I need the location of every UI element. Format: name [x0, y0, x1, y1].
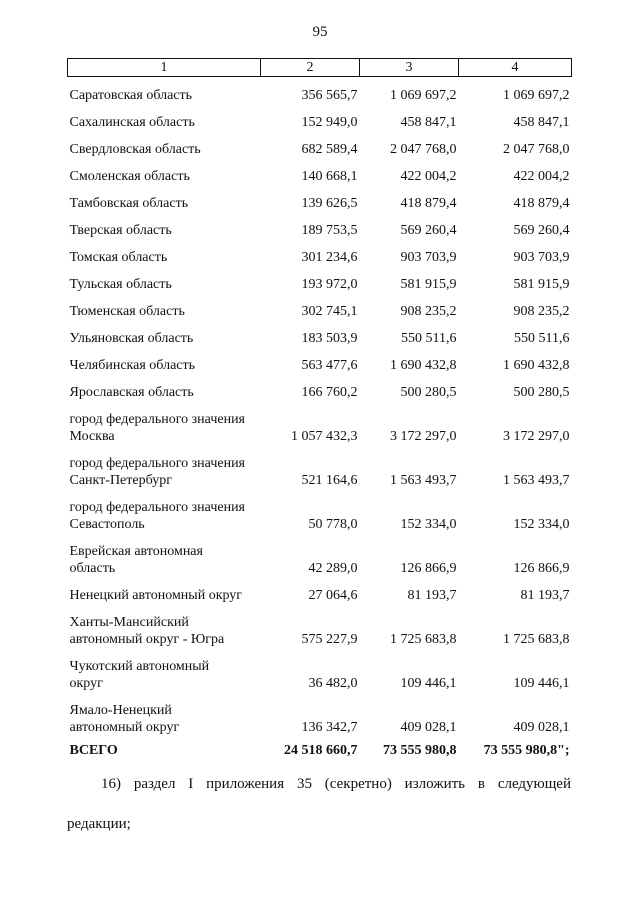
value-cell-v1: 183 503,9 [301, 331, 358, 346]
table-row [68, 445, 572, 489]
region-name-line: Тюменская область [69, 304, 185, 319]
region-name [68, 239, 261, 266]
value-cell-v2: 418 879,4 [400, 196, 457, 211]
table-row [68, 489, 572, 533]
value-cell-v3: 569 260,4 [513, 223, 570, 238]
table-row [68, 185, 572, 212]
region-name [68, 604, 261, 648]
value-cell-v1: 152 949,0 [301, 115, 358, 130]
value-cell-v1: 301 234,6 [301, 250, 358, 265]
value-cell-v2: 409 028,1 [400, 720, 457, 735]
value-cell-v2: 908 235,2 [400, 304, 457, 319]
value-cell-v2: 903 703,9 [400, 250, 457, 265]
value-cell-v1: 1 057 432,3 [291, 429, 358, 444]
value-cell-v1: 193 972,0 [301, 277, 358, 292]
region-name [68, 212, 261, 239]
value-cell-v2: 2 047 768,0 [390, 142, 457, 157]
value-cell-v3: 908 235,2 [513, 304, 570, 319]
value-cell-v2: 550 511,6 [401, 331, 457, 346]
region-name [68, 445, 261, 489]
value-cell-v2: 1 725 683,8 [390, 632, 457, 647]
region-name-line: Ханты-Мансийский [69, 615, 189, 630]
allocation-table [67, 58, 572, 759]
region-name-line: Тверская область [69, 223, 172, 238]
instruction-paragraph: 16) раздел I приложения 35 (секретно) изложить в следующей [101, 776, 571, 792]
region-name-line: Тамбовская область [69, 196, 189, 211]
value-cell-v2: 1 069 697,2 [390, 88, 457, 103]
value-cell-v1: 521 164,6 [301, 473, 358, 488]
value-cell-v2: 500 280,5 [400, 385, 457, 400]
table-row [68, 577, 572, 604]
instruction-paragraph-continuation: редакции; [67, 816, 131, 832]
table-row [68, 131, 572, 158]
value-cell-v2: 152 334,0 [400, 517, 457, 532]
value-cell-v3: 581 915,9 [513, 277, 570, 292]
value-cell-v3: 409 028,1 [513, 720, 570, 735]
region-name-line: город федерального значения [69, 500, 245, 515]
table-row [68, 347, 572, 374]
value-cell-v2: 126 866,9 [400, 561, 457, 576]
value-cell-v3: 1 725 683,8 [503, 632, 570, 647]
region-name [68, 347, 261, 374]
value-cell-v3: 903 703,9 [513, 250, 570, 265]
region-name-line: Ямало-Ненецкий [69, 703, 172, 718]
value-cell-v2: 1 563 493,7 [390, 473, 457, 488]
total-value-v1: 24 518 660,7 [284, 743, 358, 758]
column-header: 1 [68, 59, 261, 77]
region-name-line: Чукотский автономный [69, 659, 210, 674]
value-cell-v1: 42 289,0 [308, 561, 358, 576]
value-cell-v3: 500 280,5 [513, 385, 570, 400]
value-cell-v3: 422 004,2 [513, 169, 570, 184]
page-number: 95 [312, 24, 328, 40]
region-name-line: Севастополь [69, 517, 145, 532]
value-cell-v1: 563 477,6 [301, 358, 358, 373]
total-value-v3: 73 555 980,8"; [483, 743, 570, 758]
region-name-line: Санкт-Петербург [69, 473, 172, 488]
region-name [68, 320, 261, 347]
table-row [68, 104, 572, 131]
total-row [68, 736, 572, 759]
value-cell-v2: 581 915,9 [400, 277, 457, 292]
table-row [68, 374, 572, 401]
region-name-line: Ульяновская область [69, 331, 194, 346]
table-row [68, 239, 572, 266]
region-name [68, 293, 261, 320]
value-cell-v3: 2 047 768,0 [503, 142, 570, 157]
value-cell-v2: 1 690 432,8 [390, 358, 457, 373]
region-name [68, 533, 261, 577]
table-row [68, 320, 572, 347]
value-cell-v2: 569 260,4 [400, 223, 457, 238]
column-header: 3 [360, 59, 459, 77]
region-name-line: Тульская область [69, 277, 172, 292]
total-value-v2: 73 555 980,8 [383, 743, 457, 758]
table-row [68, 692, 572, 736]
table-row [68, 158, 572, 185]
region-name [68, 266, 261, 293]
region-name-line: автономный округ - Югра [69, 632, 225, 647]
value-cell-v1: 139 626,5 [301, 196, 358, 211]
value-cell-v1: 50 778,0 [308, 517, 358, 532]
region-name-line: Еврейская автономная [69, 544, 203, 559]
region-name-line: область [69, 561, 116, 576]
region-name-line: автономный округ [69, 720, 180, 735]
region-name-line: Ненецкий автономный округ [69, 588, 243, 603]
table-row [68, 266, 572, 293]
region-name-line: Сахалинская область [69, 115, 195, 130]
value-cell-v1: 575 227,9 [301, 632, 358, 647]
region-name-line: город федерального значения [69, 456, 245, 471]
region-name [68, 577, 261, 604]
table-row [68, 212, 572, 239]
value-cell-v2: 458 847,1 [400, 115, 457, 130]
table-header-row [68, 59, 572, 77]
value-cell-v1: 356 565,7 [301, 88, 358, 103]
total-label: ВСЕГО [69, 743, 118, 758]
table-row [68, 648, 572, 692]
region-name-line: город федерального значения [69, 412, 245, 427]
region-name [68, 692, 261, 736]
value-cell-v2: 422 004,2 [400, 169, 457, 184]
region-name [68, 77, 261, 105]
value-cell-v3: 109 446,1 [513, 676, 570, 691]
region-name [68, 131, 261, 158]
value-cell-v3: 152 334,0 [513, 517, 570, 532]
value-cell-v1: 302 745,1 [301, 304, 358, 319]
region-name [68, 489, 261, 533]
region-name [68, 158, 261, 185]
region-name [68, 185, 261, 212]
region-name-line: Смоленская область [69, 169, 190, 184]
value-cell-v1: 166 760,2 [301, 385, 358, 400]
region-name-line: Москва [69, 429, 115, 444]
value-cell-v2: 3 172 297,0 [390, 429, 457, 444]
table-row [68, 293, 572, 320]
value-cell-v3: 1 690 432,8 [503, 358, 570, 373]
table-row [68, 401, 572, 445]
table-row [68, 604, 572, 648]
region-name [68, 104, 261, 131]
region-name-line: Свердловская область [69, 142, 201, 157]
table-row [68, 77, 572, 105]
table-row [68, 533, 572, 577]
region-name [68, 401, 261, 445]
column-header: 4 [459, 59, 572, 77]
value-cell-v1: 36 482,0 [308, 676, 358, 691]
value-cell-v2: 109 446,1 [400, 676, 457, 691]
value-cell-v1: 27 064,6 [308, 588, 358, 603]
region-name-line: Челябинская область [69, 358, 195, 373]
region-name-line: Ярославская область [69, 385, 194, 400]
value-cell-v1: 189 753,5 [301, 223, 358, 238]
column-header: 2 [261, 59, 360, 77]
value-cell-v1: 682 589,4 [301, 142, 358, 157]
region-name [68, 374, 261, 401]
region-name [68, 648, 261, 692]
value-cell-v3: 418 879,4 [513, 196, 570, 211]
value-cell-v3: 550 511,6 [514, 331, 570, 346]
value-cell-v3: 1 069 697,2 [503, 88, 570, 103]
value-cell-v2: 81 193,7 [407, 588, 457, 603]
value-cell-v3: 126 866,9 [513, 561, 570, 576]
region-name-line: округ [69, 676, 103, 691]
region-name-line: Томская область [69, 250, 168, 265]
value-cell-v1: 136 342,7 [301, 720, 358, 735]
value-cell-v3: 3 172 297,0 [503, 429, 570, 444]
region-name-line: Саратовская область [69, 88, 193, 103]
value-cell-v3: 458 847,1 [513, 115, 570, 130]
value-cell-v3: 81 193,7 [520, 588, 570, 603]
value-cell-v1: 140 668,1 [301, 169, 358, 184]
value-cell-v3: 1 563 493,7 [503, 473, 570, 488]
